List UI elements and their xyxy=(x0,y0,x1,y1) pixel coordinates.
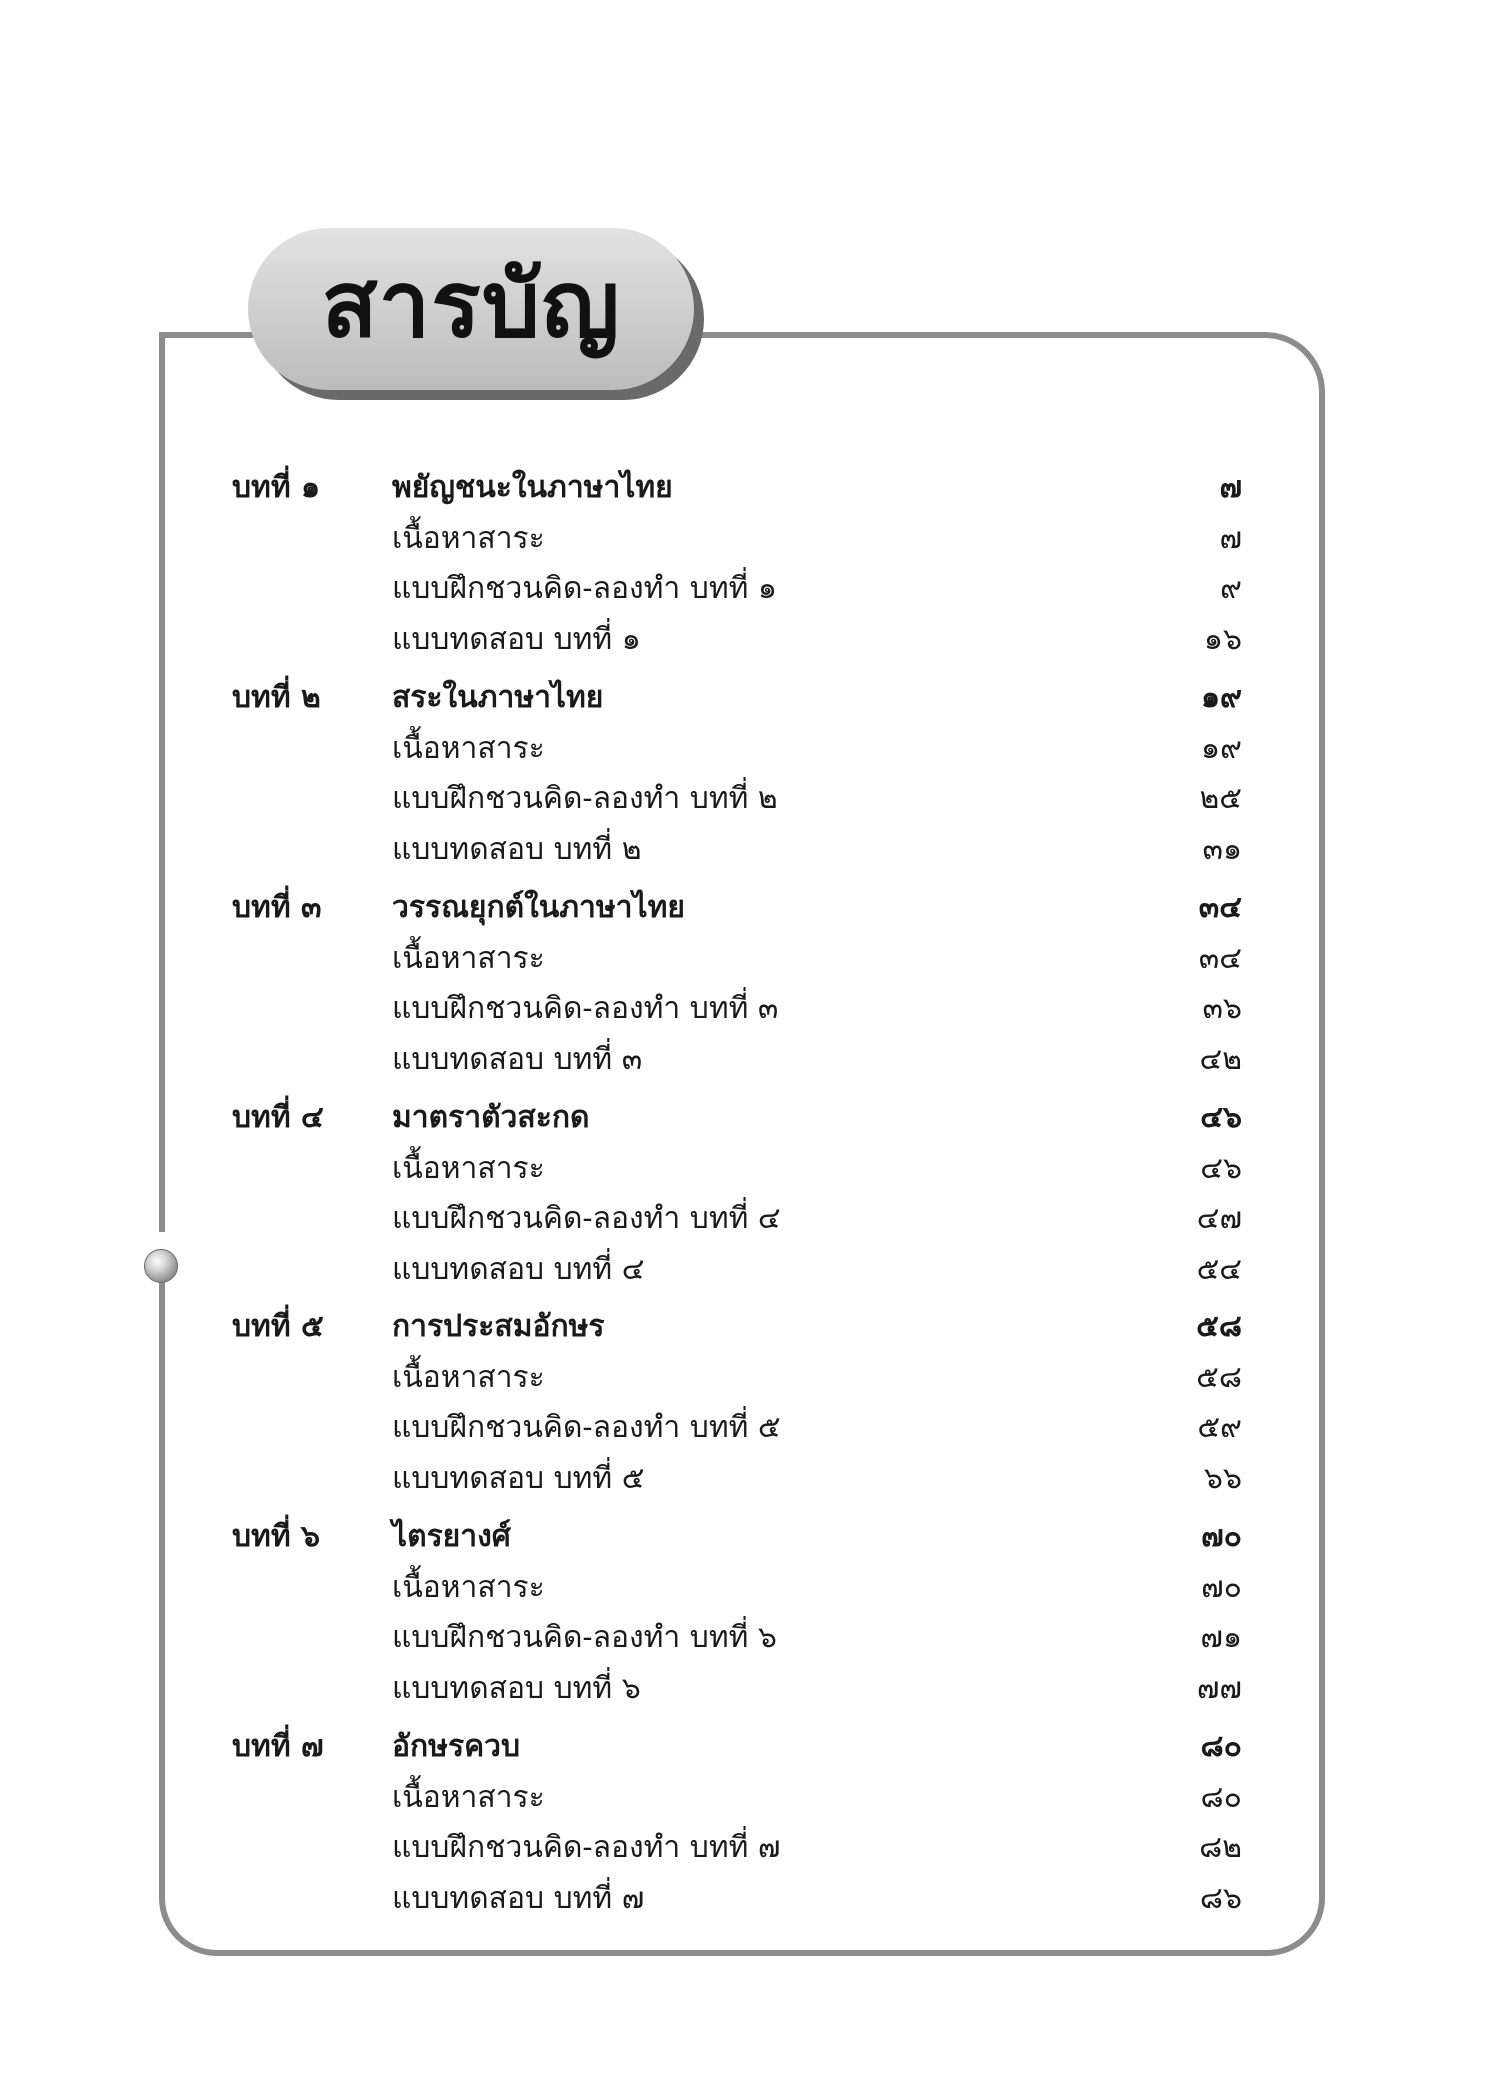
section-title: เนื้อหาสาระ xyxy=(392,521,545,556)
toc-section-row[interactable] xyxy=(0,1144,1504,1194)
section-title: เนื้อหาสาระ xyxy=(392,1360,545,1395)
page-number: ๓๔ xyxy=(1198,941,1242,976)
page-number: ๙ xyxy=(1220,571,1242,606)
page-number: ๗ xyxy=(1219,470,1242,505)
toc-section-row[interactable] xyxy=(0,564,1504,614)
title-pill xyxy=(248,228,694,390)
page-number: ๑๙ xyxy=(1200,680,1242,715)
toc-section-row[interactable] xyxy=(0,1874,1504,1924)
section-title: แบบฝึกชวนคิด-ลองทำ บทที่ ๗ xyxy=(392,1830,781,1865)
toc-section-row[interactable] xyxy=(0,1563,1504,1613)
page-number: ๘๐ xyxy=(1200,1729,1242,1764)
page-number: ๔๖ xyxy=(1200,1100,1242,1135)
section-title: เนื้อหาสาระ xyxy=(392,1151,545,1186)
page-number: ๕๙ xyxy=(1197,1410,1242,1445)
section-title: แบบทดสอบ บทที่ ๒ xyxy=(392,832,642,867)
toc-section-row[interactable] xyxy=(0,1245,1504,1295)
toc-chapter-row[interactable] xyxy=(0,1302,1504,1352)
page-number: ๗๐ xyxy=(1201,1570,1242,1605)
chapter-number: บทที่ ๗ xyxy=(232,1729,324,1764)
page-number: ๑๙ xyxy=(1200,731,1242,766)
page-number: ๕๘ xyxy=(1196,1360,1242,1395)
toc-chapter-row[interactable] xyxy=(0,883,1504,933)
toc-section-row[interactable] xyxy=(0,1035,1504,1085)
toc-section-row[interactable] xyxy=(0,1613,1504,1663)
toc-section-row[interactable] xyxy=(0,984,1504,1034)
toc-section-row[interactable] xyxy=(0,1823,1504,1873)
page-number: ๕๔ xyxy=(1196,1252,1242,1287)
toc-chapter-row[interactable] xyxy=(0,1093,1504,1143)
section-title: เนื้อหาสาระ xyxy=(392,1780,545,1815)
toc-chapter-row[interactable] xyxy=(0,1722,1504,1772)
chapter-number: บทที่ ๑ xyxy=(232,470,321,505)
section-title: เนื้อหาสาระ xyxy=(392,731,545,766)
toc-chapter-row[interactable] xyxy=(0,673,1504,723)
page-number: ๘๖ xyxy=(1199,1881,1242,1916)
page-number: ๖๖ xyxy=(1203,1461,1242,1496)
toc-chapter-row[interactable] xyxy=(0,1512,1504,1562)
chapter-number: บทที่ ๔ xyxy=(232,1100,324,1135)
page-number: ๘๐ xyxy=(1200,1780,1242,1815)
chapter-number: บทที่ ๓ xyxy=(232,890,322,925)
chapter-title: สระในภาษาไทย xyxy=(392,680,604,715)
page-number: ๕๘ xyxy=(1196,1309,1242,1344)
page-number: ๔๗ xyxy=(1196,1201,1242,1236)
page-number: ๓๑ xyxy=(1202,832,1242,867)
page-number: ๗ xyxy=(1219,521,1242,556)
section-title: แบบฝึกชวนคิด-ลองทำ บทที่ ๓ xyxy=(392,991,779,1026)
page-number: ๗๑ xyxy=(1200,1620,1242,1655)
toc-section-row[interactable] xyxy=(0,774,1504,824)
toc-section-row[interactable] xyxy=(0,1353,1504,1403)
toc-section-row[interactable] xyxy=(0,1773,1504,1823)
chapter-number: บทที่ ๕ xyxy=(232,1309,324,1344)
section-title: แบบฝึกชวนคิด-ลองทำ บทที่ ๖ xyxy=(392,1620,777,1655)
section-title: แบบทดสอบ บทที่ ๔ xyxy=(392,1252,645,1287)
section-title: แบบทดสอบ บทที่ ๑ xyxy=(392,622,641,657)
page-number: ๑๖ xyxy=(1203,622,1242,657)
chapter-title: การประสมอักษร xyxy=(392,1309,605,1344)
toc-section-row[interactable] xyxy=(0,1194,1504,1244)
toc-section-row[interactable] xyxy=(0,934,1504,984)
toc-section-row[interactable] xyxy=(0,825,1504,875)
section-title: แบบทดสอบ บทที่ ๖ xyxy=(392,1671,641,1706)
page-number: ๔๒ xyxy=(1199,1042,1242,1077)
chapter-title: วรรณยุกต์ในภาษาไทย xyxy=(392,890,685,925)
section-title: แบบฝึกชวนคิด-ลองทำ บทที่ ๔ xyxy=(392,1201,781,1236)
toc-section-row[interactable] xyxy=(0,724,1504,774)
section-title: แบบฝึกชวนคิด-ลองทำ บทที่ ๕ xyxy=(392,1410,781,1445)
toc-section-row[interactable] xyxy=(0,1664,1504,1714)
page-number: ๓๔ xyxy=(1198,890,1242,925)
section-title: เนื้อหาสาระ xyxy=(392,941,545,976)
chapter-number: บทที่ ๒ xyxy=(232,680,321,715)
page-title: สารบัญ xyxy=(321,251,621,358)
toc-section-row[interactable] xyxy=(0,1403,1504,1453)
section-title: แบบทดสอบ บทที่ ๕ xyxy=(392,1461,645,1496)
section-title: แบบทดสอบ บทที่ ๗ xyxy=(392,1881,645,1916)
toc-chapter-row[interactable] xyxy=(0,463,1504,513)
toc-section-row[interactable] xyxy=(0,1454,1504,1504)
toc-section-row[interactable] xyxy=(0,514,1504,564)
page-number: ๓๖ xyxy=(1202,991,1242,1026)
toc-section-row[interactable] xyxy=(0,615,1504,665)
section-title: แบบฝึกชวนคิด-ลองทำ บทที่ ๑ xyxy=(392,571,777,606)
chapter-title: พยัญชนะในภาษาไทย xyxy=(392,470,673,505)
page-number: ๗๗ xyxy=(1196,1671,1242,1706)
page-number: ๗๐ xyxy=(1201,1519,1242,1554)
section-title: แบบทดสอบ บทที่ ๓ xyxy=(392,1042,643,1077)
chapter-title: มาตราตัวสะกด xyxy=(392,1100,590,1135)
page-number: ๔๖ xyxy=(1200,1151,1242,1186)
page-number: ๘๒ xyxy=(1199,1830,1242,1865)
page-number: ๒๕ xyxy=(1199,781,1242,816)
section-title: แบบฝึกชวนคิด-ลองทำ บทที่ ๒ xyxy=(392,781,778,816)
chapter-title: ไตรยางศ์ xyxy=(392,1519,511,1554)
chapter-number: บทที่ ๖ xyxy=(232,1519,321,1554)
chapter-title: อักษรควบ xyxy=(392,1729,521,1764)
section-title: เนื้อหาสาระ xyxy=(392,1570,545,1605)
